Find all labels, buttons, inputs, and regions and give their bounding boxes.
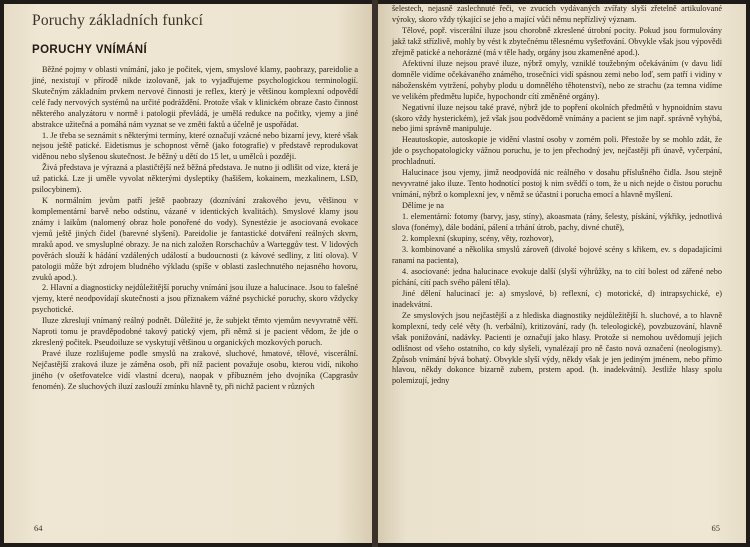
paragraph: K normálním jevům patří ještě paobrazy (doznívání zrakového jevu, většinou v komplementární barvě nebo odstínu, vázané v identických kvalitách). Smyslové klamy jsou známy i laikům (nalomený obraz hole ponořené do vody). Synestézie je asociovaná evokace vjemů ještě jiných čidel (barevné slyšení). Pareidolie je fantastické dotváření reálných skvrn, mraků apod. ve smysluplné obrazy. Je na nich založen Rorschachův a Warteggův test. V lidových pověrách slouží k hádání vzdálených událostí a budoucnosti (z kávové sedliny, z lití olova). V patologii může být zdrojem bludného výkladu (spíše v oblasti zaslechnutého nejasného hovoru, zvuků apod.). [32,196,358,282]
paragraph: Běžné pojmy v oblasti vnímání, jako je počitek, vjem, smyslové klamy, paobrazy, pareidolie a jiné, nexistují v přírodě nikde izolovaně, jak to vyjadřujeme psychologickou terminologií. Skutečným základním prvkem nervové činnosti je reflex, který je většinou komplexní odpovědí celé řady nervových systémů na určité podráždění. Protože však v klinickém obraze často činnost některého analyzátoru v normě i patologii převládá, je umělá redukce na počitky, vjemy a jiné abstrakce užitečná a pomáhá nám vyznat se ve změti faktů a účelně je uspořádat. [32,65,358,129]
paragraph: Iluze zkreslují vnímaný reálný podnět. Důležité je, že subjekt těmto vjemům nevyvratně věří. Naproti tomu je pravděpodobné takový patický vjem, při němž si je pacient vědom, že jde o zkreslený počitek. Pseudoiluze se vyskytují většinou u organických mozkových poruch. [32,316,358,348]
page-number: 65 [711,523,720,533]
paragraph: 2. Hlavní a diagnosticky nejdůležitější poruchy vnímání jsou iluze a halucinace. Jsou to falešné vjemy, které neodpovídají skutečnosti a jsou příznakem vážné psychické poruchy, skoro vždycky psychotické. [32,283,358,315]
paragraph: Halucinace jsou vjemy, jimž neodpovídá nic reálného v dosahu příslušného čidla. Jsou stejně nevyvratné jako iluze. Tento hodnotící postoj k nim svědčí o tom, že u nich nejde o čistou poruchu vnímání, nýbrž o komplexní jev, v němž se účastní i porucha emocí a hlavně myšlení. [392,168,722,200]
list-item: 3. kombinované a několika smyslů zároveň (divoké bojové scény s křikem, ev. s dopadajícími ranami na pacienta), [392,244,722,265]
section-title: PORUCHY VNÍMÁNÍ [32,44,148,56]
paragraph: 1. Je třeba se seznámit s některými termíny, které označují vzácné nebo bizarní jevy, které však nejsou ještě patické. Eidetismus je schopnost věrně (jako fotografie) v představě reprodukovat viděnou nebo slyšenou skutečnost. Je běžný u dětí do 15 let, u umělců i později. [32,130,358,162]
paragraph: Dělíme je na [402,201,444,211]
running-head: Poruchy základních funkcí [32,12,204,29]
paragraph: šelestech, nejasně zaslechnuté řeči, ve zvucích vydávaných zvířaty slyší zřetelně artikulované výroky, skoro vždy týkající se jeho a mající vůči němu nepřízlivý význam. [392,4,722,24]
page-number: 64 [34,523,43,533]
list-item: 2. komplexní (skupiny, scény, věty, rozhovor), [402,234,554,244]
paragraph: Živá představa je výrazná a plastičtější než běžná představa. Je nutno ji odlišit od vize, která je už patická. Lze ji uměle vyvolat některými dysleptiky (hašišem, kokainem, mezkalinem, LSD, psilocybinem). [32,163,358,195]
list-item: 1. elementární: fotomy (barvy, jasy, stíny), akoasmata (rány, šelesty, pískání, výkřiky, jednotlivá slova (fonémy), dále bodání, pálení a trhání útrob, pachy, divné chutě), [392,212,722,233]
paragraph: Jiné dělení halucinací je: a) smyslové, b) reflexní, c) motorické, d) intrapsychické, e) inadekvátní. [392,288,722,309]
right-page [378,4,746,543]
paragraph: Afektivní iluze nejsou pravé iluze, nýbrž omyly, vzniklé toužebným očekáváním (v davu lidí domněle vidíme očekávaného známého, trosečníci vidí spásnou zemi nebo loď, sem patří i vidiny v náboženském vytržení, pohyby plodu u domnělého těhotenství), nebo ze strachu (za temna vidíme ve velikém předmětu lupiče, hypochondr cítí změněné orgány). [392,58,722,101]
paragraph: Tělové, popř. viscerální iluze jsou chorobně zkreslené útrobní pocity. Pokud jsou formulovány jakž takž střízlivě, mohly by vést k zbytečnému tělesnému vyšetřování. Obvykle však jsou výpovědi zřejmě patické a nehorázné (má v těle hady, orgány jsou zkameněné apod.). [392,25,722,57]
paragraph: Negativní iluze nejsou také pravé, nýbrž jde to popření okolních předmětů v hypnoidním stavu (skoro vždy hysterickém), jež však jsou podvědomě vnímány a pacient se jim např. správně vyhýbá, nebo jimi správně manipuluje. [392,102,722,134]
paragraph: Ze smyslových jsou nejčastější a z hlediska diagnostiky nejdůležitější h. sluchové, a to hlavně komplexní, tedy celé věty (h. verbální), kritizování, rady (h. teleologické), povzbuzování, hlavně však ponižování, nadávky. Pacienti je označují jako hlasy. Protože si nemohou uvědomují jejich odlišnost od všeho ostatního, co kdy slyšeli, vynalézají pro ně často nová označení (neologismy). Způsob vnímání bývá bohatý. Obvykle slyší výdy, někdy však je jen jediným jménem, nebo přímo hlavou, někdy dokonce bizarně zubem, prstem apod. (h. inadekvátní). Jestliže hlasy spolu polemizují, jedny [392,310,722,386]
paragraph: Pravé iluze rozlišujeme podle smyslů na zrakové, sluchové, hmatové, tělové, viscerální. Nejčastější zraková iluze je záměna osob, při níž pacient považuje osobu, kterou vidí, nikoho jiného (v ošetřovatelce vidí vlastní dceru), naopak v příbuzném jeho dvojníka (Capgrasův fenomén). Ze sluchových iluzí zaslouží zmínku hlavně ty, při nichž pacient v různých [32,348,358,391]
list-item: 4. asociované: jedna halucinace evokuje další (slyší výhrůžky, na to cítí bolest od zářené nebo píchání, cítí pach svého pálení těla). [392,266,722,287]
paragraph: Heautoskopie, autoskopie je vidění vlastní osoby v zorném poli. Přestože by se mohlo zdát, že jde o psychopatologicky vážnou poruchu, je to jen přechodný jev, nejčastěji při únavě, vyčerpání, prochladnutí. [392,135,722,167]
left-page [4,4,372,543]
